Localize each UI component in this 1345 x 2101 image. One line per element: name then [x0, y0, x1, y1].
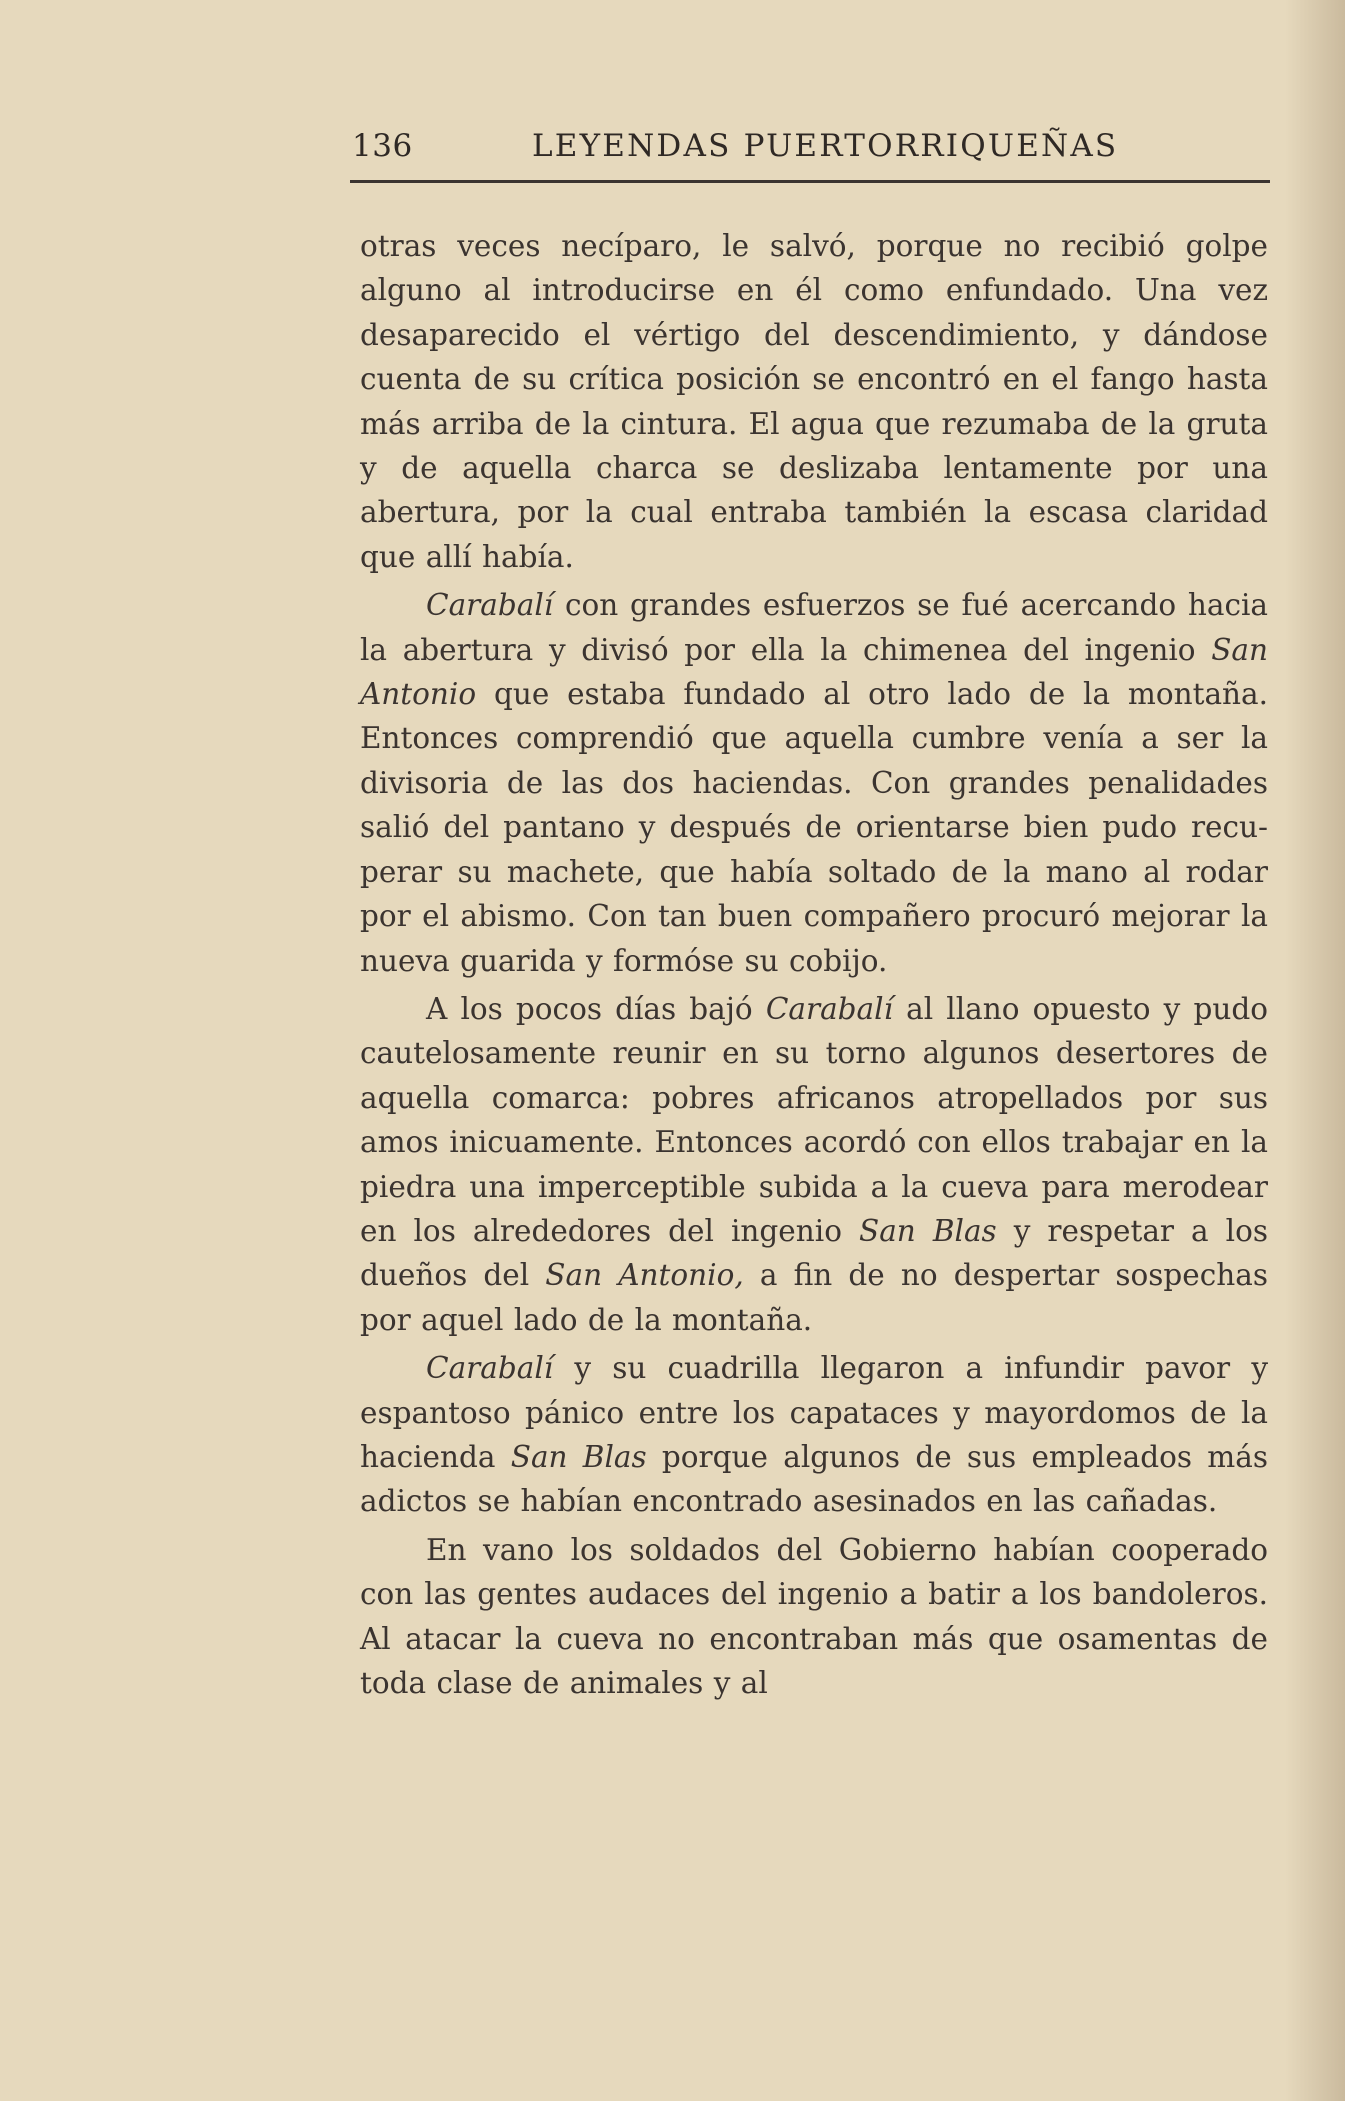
paragraph	[360, 987, 1268, 1342]
text-run: porque algunos de sus empleados más adictos se habían encontrado asesinados en las cañadas.	[360, 1439, 1268, 1519]
italic-name: San Blas	[510, 1439, 647, 1474]
text-run: que estaba fundado al otro lado de la montaña. Entonces comprendió que aquella cumbre venía a ser la divisoria de las dos haciendas. Con grandes penalidades salió del pantano y después de orientarse bien pudo recuperar su machete, que había soltado de la mano al rodar por el abismo. Con tan buen compañero procuró mejorar la nueva guarida y formóse su cobijo.	[360, 677, 1268, 978]
page-header	[352, 128, 1270, 176]
text-run: a fin de no despertar sospechas por aquel lado de la montaña.	[360, 1258, 1268, 1337]
text-run: al llano opuesto y pudo cautelosamente reunir en su torno algunos desertores de aquella comarca: pobres africanos atropellados por sus amos inicuamente. Entonces acordó con ellos trabajar en la piedra una imperceptible subida a la cueva para merodear en los alrededores del ingenio	[360, 991, 1268, 1248]
text-run: otras veces necíparo, le salvó, porque no recibió golpe alguno al introducirse en él como enfundado. Una vez desaparecido el vértigo del descendimiento, y dándose cuenta de su crítica posición se encontró en el fango hasta más arriba de la cintura. El agua que rezumaba de la gruta y de aquella charca se deslizaba lentamente por una abertura, por la cual entraba también la escasa claridad que allí había.	[360, 229, 1268, 574]
paragraph	[360, 1346, 1268, 1524]
header-rule	[350, 180, 1270, 183]
body-text	[360, 224, 1268, 1705]
italic-name: San Antonio,	[545, 1258, 744, 1293]
text-run: En vano los soldados del Gobierno habían cooperado con las gentes audaces del ingenio a batir a los bandoleros. Al atacar la cueva no encontraban más que osamentas de toda clase de animales y al	[360, 1532, 1268, 1700]
italic-name: Carabalí	[426, 1351, 554, 1386]
paragraph	[360, 583, 1268, 983]
text-run: con grandes esfuerzos se fué acercando hacia la abertura y divisó por ella la chimenea del ingenio	[360, 588, 1268, 667]
italic-name: Carabalí	[426, 588, 554, 623]
running-title: LEYENDAS PUERTORRIQUEÑAS	[532, 128, 1119, 164]
italic-name: San Blas	[859, 1213, 997, 1248]
paragraph	[360, 1528, 1268, 1706]
text-run: y su cuadrilla llegaron a infundir pavor y espantoso pánico entre los capataces y mayordomos de la hacienda	[360, 1351, 1268, 1474]
italic-name: San Antonio	[360, 632, 1268, 712]
text-run: y respetar a los dueños del	[360, 1213, 1269, 1293]
page-number: 136	[352, 128, 413, 164]
page-edge-shadow	[1285, 0, 1345, 2101]
text-run: A los pocos días bajó	[426, 991, 766, 1026]
paragraph	[360, 224, 1268, 579]
italic-name: Carabalí	[765, 991, 894, 1026]
